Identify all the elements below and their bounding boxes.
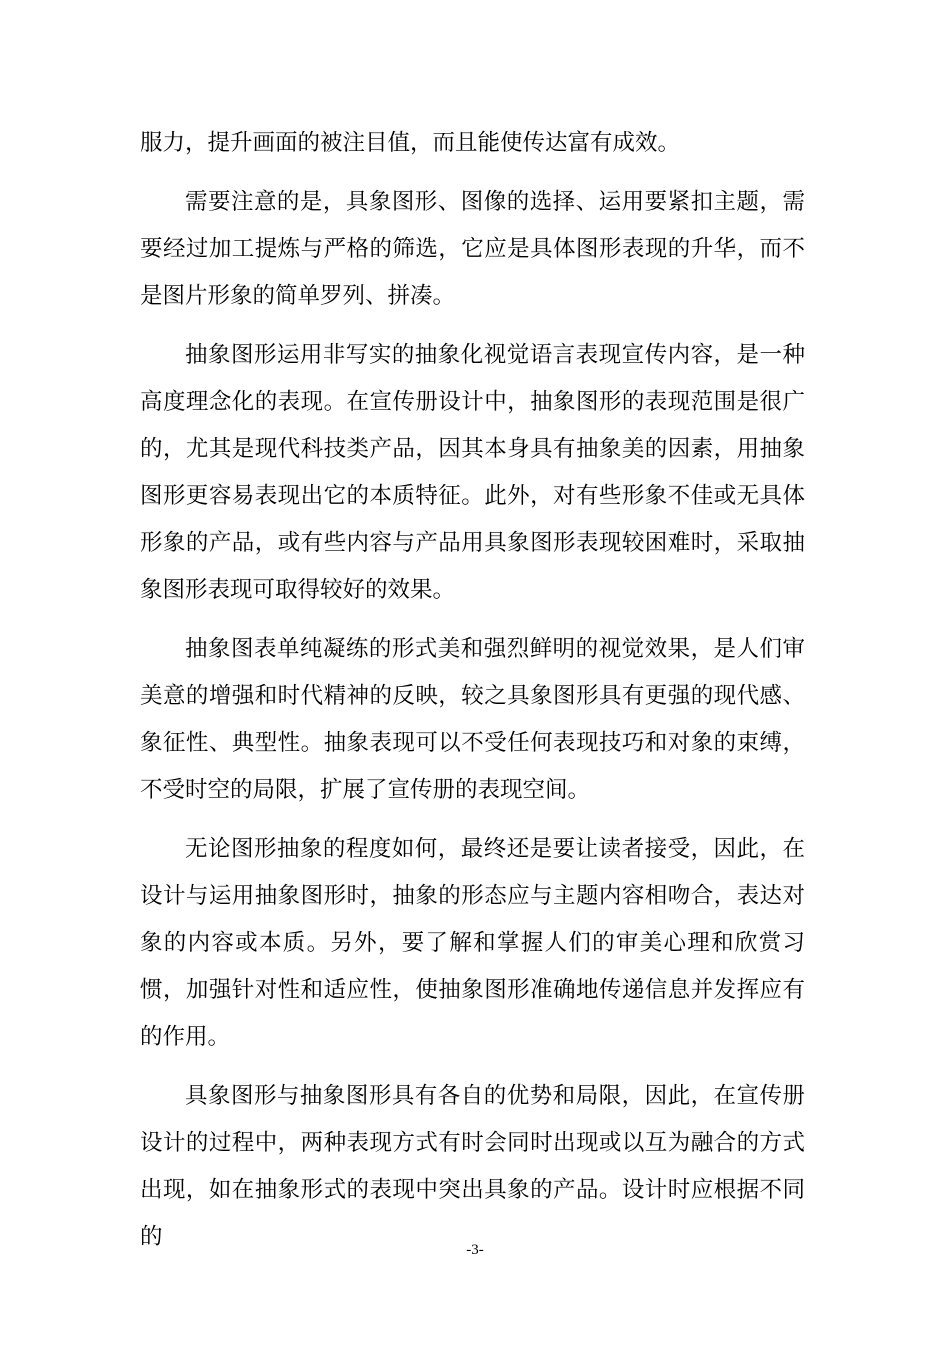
paragraph-continued: 服力，提升画面的被注目值，而且能使传达富有成效。: [140, 130, 681, 156]
page-number: -3-: [466, 1242, 484, 1258]
paragraph: 需要注意的是，具象图形、图像的选择、运用要紧扣主题，需要经过加工提炼与严格的筛选，它应是具体图形表现的升华，而不是图片形象的简单罗列、拼凑。: [140, 189, 805, 309]
body-text: [140, 120, 805, 1273]
paragraph: 抽象图形运用非写实的抽象化视觉语言表现宣传内容，是一种高度理念化的表现。在宣传册设计中，抽象图形的表现范围是很广的，尤其是现代科技类产品，因其本身具有抽象美的因素，用抽象图形更容易表现出它的本质特征。此外，对有些形象不佳或无具体形象的产品，或有些内容与产品用具象图形表现较困难时，采取抽象图形表现可取得较好的效果。: [140, 342, 805, 603]
paragraph: 无论图形抽象的程度如何，最终还是要让读者接受，因此，在设计与运用抽象图形时，抽象的形态应与主题内容相吻合，表达对象的内容或本质。另外，要了解和掌握人们的审美心理和欣赏习惯，加强针对性和适应性，使抽象图形准确地传递信息并发挥应有的作用。: [140, 836, 805, 1050]
paragraph: 抽象图表单纯凝练的形式美和强烈鲜明的视觉效果，是人们审美意的增强和时代精神的反映，较之具象图形具有更强的现代感、象征性、典型性。抽象表现可以不受任何表现技巧和对象的束缚，不受时空的局限，扩展了宣传册的表现空间。: [140, 636, 805, 803]
paragraph: 具象图形与抽象图形具有各自的优势和局限，因此，在宣传册设计的过程中，两种表现方式有时会同时出现或以互为融合的方式出现，如在抽象形式的表现中突出具象的产品。设计时应根据不同的: [140, 1083, 805, 1250]
